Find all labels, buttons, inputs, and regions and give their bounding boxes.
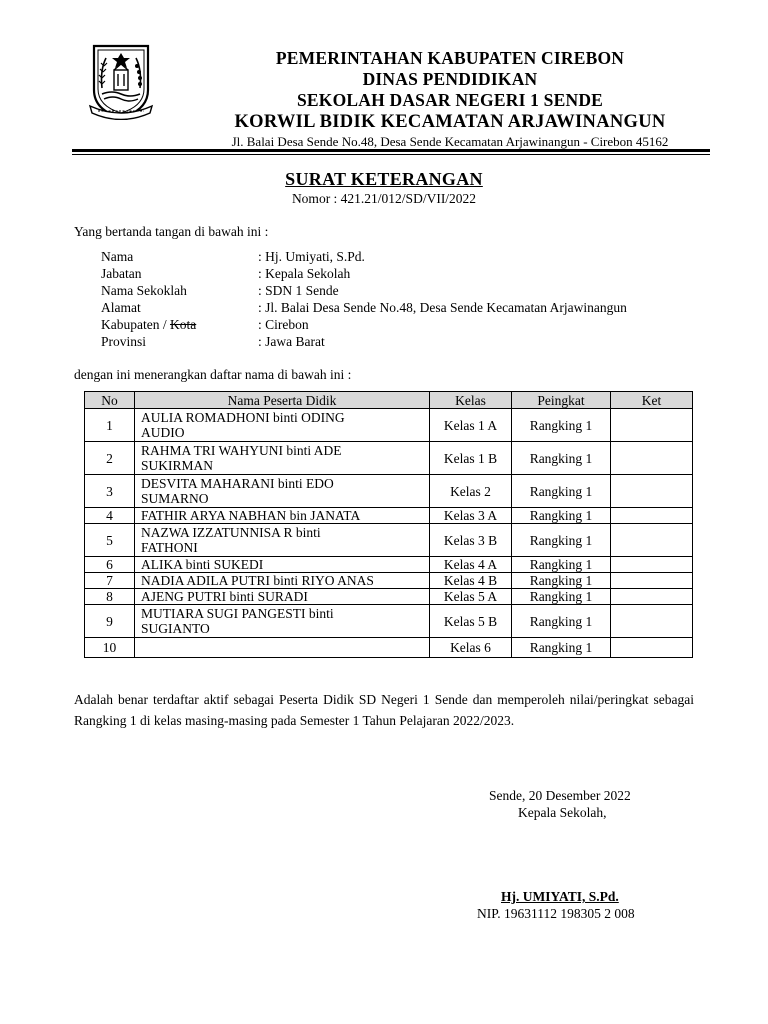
table-row bbox=[85, 524, 693, 557]
cell-name: ALIKA binti SUKEDI bbox=[135, 557, 430, 573]
info-value: : Kepala Sekolah bbox=[258, 266, 351, 281]
cell-no: 2 bbox=[85, 442, 135, 475]
cell-peringkat: Rangking 1 bbox=[512, 475, 611, 508]
column-header-kelas: Kelas bbox=[430, 392, 512, 409]
cell-name-line: SUGIANTO bbox=[141, 621, 210, 636]
column-header-ket: Ket bbox=[611, 392, 693, 409]
column-header-no: No bbox=[85, 392, 135, 409]
cell-name-line: AUDIO bbox=[141, 425, 185, 440]
info-value: : SDN 1 Sende bbox=[258, 283, 339, 298]
cell-no: 1 bbox=[85, 409, 135, 442]
cell-name-line: SUKIRMAN bbox=[141, 458, 214, 473]
info-label-struck: Kota bbox=[169, 317, 197, 332]
cell-kelas: Kelas 1 B bbox=[430, 442, 512, 475]
cell-no: 10 bbox=[85, 638, 135, 658]
info-row-provinsi bbox=[101, 333, 627, 350]
cell-peringkat: Rangking 1 bbox=[512, 508, 611, 524]
cell-kelas: Kelas 4 B bbox=[430, 573, 512, 589]
cell-kelas: Kelas 5 A bbox=[430, 589, 512, 605]
cell-name: AJENG PUTRI binti SURADI bbox=[135, 589, 430, 605]
info-label: Alamat bbox=[101, 300, 141, 315]
letterhead-address: Jl. Balai Desa Sende No.48, Desa Sende Kecamatan Arjawinangun - Cirebon 45162 bbox=[231, 134, 669, 149]
cell-ket bbox=[611, 524, 693, 557]
info-value: : Cirebon bbox=[258, 317, 309, 332]
document-title: SURAT KETERANGAN bbox=[285, 169, 483, 189]
cell-peringkat: Rangking 1 bbox=[512, 524, 611, 557]
cell-ket bbox=[611, 557, 693, 573]
letterhead-department: DINAS PENDIDIKAN bbox=[362, 69, 538, 89]
list-intro-text: dengan ini menerangkan daftar nama di bawah ini : bbox=[74, 367, 352, 382]
info-row-jabatan bbox=[101, 265, 627, 282]
info-row-kabupaten bbox=[101, 316, 627, 333]
cell-name-line: DESVITA MAHARANI binti EDO bbox=[141, 476, 334, 491]
cell-kelas: Kelas 6 bbox=[430, 638, 512, 658]
letterhead bbox=[200, 48, 700, 151]
info-row-alamat bbox=[101, 299, 627, 316]
cell-peringkat: Rangking 1 bbox=[512, 589, 611, 605]
cell-no: 7 bbox=[85, 573, 135, 589]
cell-name bbox=[135, 605, 430, 638]
cell-name-line: AULIA ROMADHONI binti ODING bbox=[141, 410, 345, 425]
cell-no: 4 bbox=[85, 508, 135, 524]
cell-name-line: MUTIARA SUGI PANGESTI binti bbox=[141, 606, 334, 621]
table-row bbox=[85, 573, 693, 589]
letterhead-government: PEMERINTAHAN KABUPATEN CIREBON bbox=[275, 48, 625, 68]
table-header-row bbox=[85, 392, 693, 409]
table-row bbox=[85, 605, 693, 638]
cell-name bbox=[135, 475, 430, 508]
cell-no: 6 bbox=[85, 557, 135, 573]
cell-ket bbox=[611, 638, 693, 658]
letterhead-divider-thin bbox=[72, 154, 710, 155]
student-table bbox=[84, 391, 693, 658]
cell-peringkat: Rangking 1 bbox=[512, 605, 611, 638]
cell-kelas: Kelas 3 A bbox=[430, 508, 512, 524]
info-row-sekolah bbox=[101, 282, 627, 299]
table-row bbox=[85, 638, 693, 658]
cell-ket bbox=[611, 589, 693, 605]
cell-ket bbox=[611, 442, 693, 475]
info-value: : Jl. Balai Desa Sende No.48, Desa Sende Kecamatan Arjawinangun bbox=[258, 300, 627, 315]
table-row bbox=[85, 508, 693, 524]
info-value: : Hj. Umiyati, S.Pd. bbox=[258, 249, 365, 264]
cell-peringkat: Rangking 1 bbox=[512, 409, 611, 442]
cell-no: 8 bbox=[85, 589, 135, 605]
signature-place-date: Sende, 20 Desember 2022 bbox=[489, 788, 631, 803]
info-label: Nama bbox=[101, 249, 134, 264]
column-header-name: Nama Peserta Didik bbox=[135, 392, 430, 409]
cell-ket bbox=[611, 573, 693, 589]
letterhead-school: SEKOLAH DASAR NEGERI 1 SENDE bbox=[296, 90, 604, 110]
cell-kelas: Kelas 2 bbox=[430, 475, 512, 508]
letterhead-divider-thick bbox=[72, 149, 710, 152]
statement-paragraph: Adalah benar terdaftar aktif sebagai Peserta Didik SD Negeri 1 Sende dan memperoleh nilai/peringkat sebagai Rangking 1 di kelas masing-masing pada Semester 1 Tahun Pelajaran 2022/2023. bbox=[74, 692, 694, 728]
info-label: Nama Sekoklah bbox=[101, 283, 187, 298]
cell-name-line: RAHMA TRI WAHYUNI binti ADE bbox=[141, 443, 342, 458]
signature-nip: NIP. 19631112 198305 2 008 bbox=[477, 906, 635, 921]
info-value: : Jawa Barat bbox=[258, 334, 325, 349]
cell-no: 3 bbox=[85, 475, 135, 508]
cell-name bbox=[135, 638, 430, 658]
cell-peringkat: Rangking 1 bbox=[512, 573, 611, 589]
cell-name-line: SUMARNO bbox=[141, 491, 209, 506]
column-header-peringkat: Peingkat bbox=[512, 392, 611, 409]
table-row bbox=[85, 589, 693, 605]
table-row bbox=[85, 442, 693, 475]
info-label-part: Kabupaten / bbox=[101, 317, 170, 332]
cell-name: FATHIR ARYA NABHAN bin JANATA bbox=[135, 508, 430, 524]
cell-peringkat: Rangking 1 bbox=[512, 638, 611, 658]
info-label: Jabatan bbox=[101, 266, 142, 281]
cell-kelas: Kelas 5 B bbox=[430, 605, 512, 638]
cell-peringkat: Rangking 1 bbox=[512, 557, 611, 573]
letterhead-region: KORWIL BIDIK KECAMATAN ARJAWINANGUN bbox=[234, 112, 666, 132]
cell-name bbox=[135, 409, 430, 442]
cell-name-line: NAZWA IZZATUNNISA R binti bbox=[141, 525, 321, 540]
cell-ket bbox=[611, 409, 693, 442]
info-label: Provinsi bbox=[101, 334, 147, 349]
cell-ket bbox=[611, 605, 693, 638]
cell-ket bbox=[611, 508, 693, 524]
cell-name bbox=[135, 442, 430, 475]
cell-name bbox=[135, 524, 430, 557]
cell-name: NADIA ADILA PUTRI binti RIYO ANAS bbox=[135, 573, 430, 589]
info-row-nama bbox=[101, 248, 627, 265]
intro-text: Yang bertanda tangan di bawah ini : bbox=[74, 224, 269, 239]
signatory-info bbox=[101, 248, 627, 350]
cell-kelas: Kelas 4 A bbox=[430, 557, 512, 573]
cell-no: 5 bbox=[85, 524, 135, 557]
document-number: Nomor : 421.21/012/SD/VII/2022 bbox=[291, 191, 477, 206]
cell-ket bbox=[611, 475, 693, 508]
table-row bbox=[85, 475, 693, 508]
table-row bbox=[85, 557, 693, 573]
cell-kelas: Kelas 3 B bbox=[430, 524, 512, 557]
cell-kelas: Kelas 1 A bbox=[430, 409, 512, 442]
info-label bbox=[101, 316, 258, 333]
cell-name-line: FATHONI bbox=[141, 540, 198, 555]
cell-no: 9 bbox=[85, 605, 135, 638]
cell-peringkat: Rangking 1 bbox=[512, 442, 611, 475]
signature-role: Kepala Sekolah, bbox=[518, 805, 607, 820]
table-row bbox=[85, 409, 693, 442]
cirebon-regency-crest-icon bbox=[88, 40, 154, 120]
signature-name: Hj. UMIYATI, S.Pd. bbox=[501, 889, 619, 904]
